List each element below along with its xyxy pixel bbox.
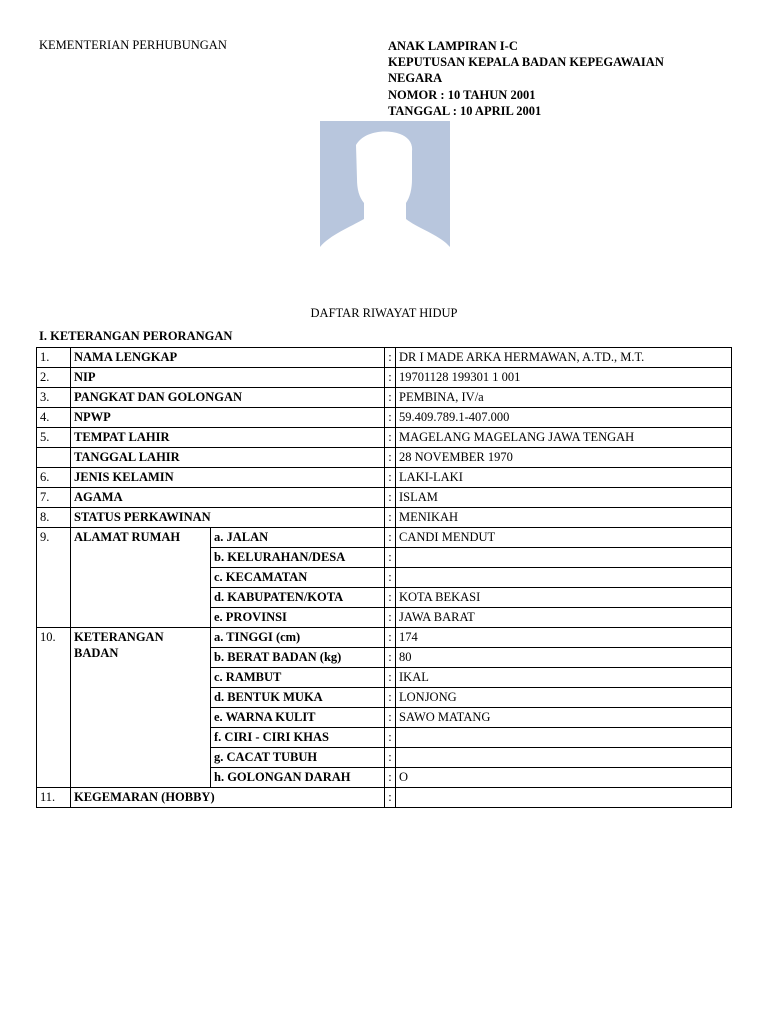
field-value: 28 NOVEMBER 1970 <box>396 448 732 468</box>
sub-field-label: h. GOLONGAN DARAH <box>211 768 385 788</box>
sub-field-label: d. BENTUK MUKA <box>211 688 385 708</box>
field-value: MAGELANG MAGELANG JAWA TENGAH <box>396 428 732 448</box>
colon-separator: : <box>385 708 396 728</box>
field-value: CANDI MENDUT <box>396 528 732 548</box>
sub-field-label: a. TINGGI (cm) <box>211 628 385 648</box>
sub-field-label: d. KABUPATEN/KOTA <box>211 588 385 608</box>
field-value <box>396 748 732 768</box>
row-number: 3. <box>37 388 71 408</box>
field-value: 19701128 199301 1 001 <box>396 368 732 388</box>
table-row <box>37 528 732 548</box>
attachment-line: KEPUTUSAN KEPALA BADAN KEPEGAWAIAN <box>388 55 664 70</box>
field-value <box>396 788 732 808</box>
field-label: KETERANGAN BADAN <box>71 628 211 788</box>
row-number: 8. <box>37 508 71 528</box>
field-value <box>396 728 732 748</box>
colon-separator: : <box>385 428 396 448</box>
table-row <box>37 348 732 368</box>
row-number: 10. <box>37 628 71 788</box>
colon-separator: : <box>385 388 396 408</box>
colon-separator: : <box>385 568 396 588</box>
table-row <box>37 788 732 808</box>
colon-separator: : <box>385 348 396 368</box>
field-label: NPWP <box>71 408 385 428</box>
colon-separator: : <box>385 448 396 468</box>
sub-field-label: b. BERAT BADAN (kg) <box>211 648 385 668</box>
field-value: O <box>396 768 732 788</box>
attachment-line: ANAK LAMPIRAN I-C <box>388 39 518 53</box>
table-row <box>37 488 732 508</box>
sub-field-label: a. JALAN <box>211 528 385 548</box>
section-title: I. KETERANGAN PERORANGAN <box>39 329 233 343</box>
field-value: KOTA BEKASI <box>396 588 732 608</box>
field-value <box>396 548 732 568</box>
colon-separator: : <box>385 588 396 608</box>
colon-separator: : <box>385 468 396 488</box>
row-number: 1. <box>37 348 71 368</box>
field-label: TEMPAT LAHIR <box>71 428 385 448</box>
field-value: MENIKAH <box>396 508 732 528</box>
person-silhouette-icon <box>320 121 450 280</box>
colon-separator: : <box>385 628 396 648</box>
table-row <box>37 448 732 468</box>
colon-separator: : <box>385 528 396 548</box>
sub-field-label: c. RAMBUT <box>211 668 385 688</box>
colon-separator: : <box>385 548 396 568</box>
attachment-line: NOMOR : 10 TAHUN 2001 <box>388 87 536 102</box>
row-number: 2. <box>37 368 71 388</box>
sub-field-label: e. PROVINSI <box>211 608 385 628</box>
row-number: 6. <box>37 468 71 488</box>
sub-field-label: g. CACAT TUBUH <box>211 748 385 768</box>
table-row <box>37 368 732 388</box>
attachment-line: TANGGAL : 10 APRIL 2001 <box>388 103 542 118</box>
sub-field-label: b. KELURAHAN/DESA <box>211 548 385 568</box>
personal-info-table <box>36 347 732 808</box>
field-value: 174 <box>396 628 732 648</box>
field-value <box>396 568 732 588</box>
field-value: LAKI-LAKI <box>396 468 732 488</box>
field-value: ISLAM <box>396 488 732 508</box>
colon-separator: : <box>385 648 396 668</box>
table-row <box>37 388 732 408</box>
table-row <box>37 468 732 488</box>
field-label: TANGGAL LAHIR <box>71 448 385 468</box>
field-value: SAWO MATANG <box>396 708 732 728</box>
field-label: STATUS PERKAWINAN <box>71 508 385 528</box>
sub-field-label: c. KECAMATAN <box>211 568 385 588</box>
row-number: 7. <box>37 488 71 508</box>
field-value: DR I MADE ARKA HERMAWAN, A.TD., M.T. <box>396 348 732 368</box>
colon-separator: : <box>385 508 396 528</box>
colon-separator: : <box>385 768 396 788</box>
field-value: IKAL <box>396 668 732 688</box>
colon-separator: : <box>385 788 396 808</box>
table-row <box>37 508 732 528</box>
colon-separator: : <box>385 748 396 768</box>
table-row <box>37 628 732 648</box>
row-number: 4. <box>37 408 71 428</box>
sub-field-label: e. WARNA KULIT <box>211 708 385 728</box>
field-label: ALAMAT RUMAH <box>71 528 211 628</box>
field-value: LONJONG <box>396 688 732 708</box>
attachment-line: NEGARA <box>388 71 443 86</box>
colon-separator: : <box>385 608 396 628</box>
colon-separator: : <box>385 368 396 388</box>
field-label: JENIS KELAMIN <box>71 468 385 488</box>
attachment-reference <box>388 38 664 119</box>
colon-separator: : <box>385 668 396 688</box>
row-number: 11. <box>37 788 71 808</box>
colon-separator: : <box>385 488 396 508</box>
row-number: 9. <box>37 528 71 628</box>
field-value: 59.409.789.1-407.000 <box>396 408 732 428</box>
field-label: NAMA LENGKAP <box>71 348 385 368</box>
table-row <box>37 408 732 428</box>
row-number: 5. <box>37 428 71 448</box>
table-row <box>37 428 732 448</box>
field-label: PANGKAT DAN GOLONGAN <box>71 388 385 408</box>
document-title: DAFTAR RIWAYAT HIDUP <box>310 306 458 320</box>
sub-field-label: f. CIRI - CIRI KHAS <box>211 728 385 748</box>
field-label: AGAMA <box>71 488 385 508</box>
colon-separator: : <box>385 408 396 428</box>
colon-separator: : <box>385 688 396 708</box>
colon-separator: : <box>385 728 396 748</box>
field-label: KEGEMARAN (HOBBY) <box>71 788 385 808</box>
field-value: 80 <box>396 648 732 668</box>
field-label: NIP <box>71 368 385 388</box>
row-number <box>37 448 71 468</box>
field-value: PEMBINA, IV/a <box>396 388 732 408</box>
ministry-name: KEMENTERIAN PERHUBUNGAN <box>39 38 227 52</box>
field-value: JAWA BARAT <box>396 608 732 628</box>
